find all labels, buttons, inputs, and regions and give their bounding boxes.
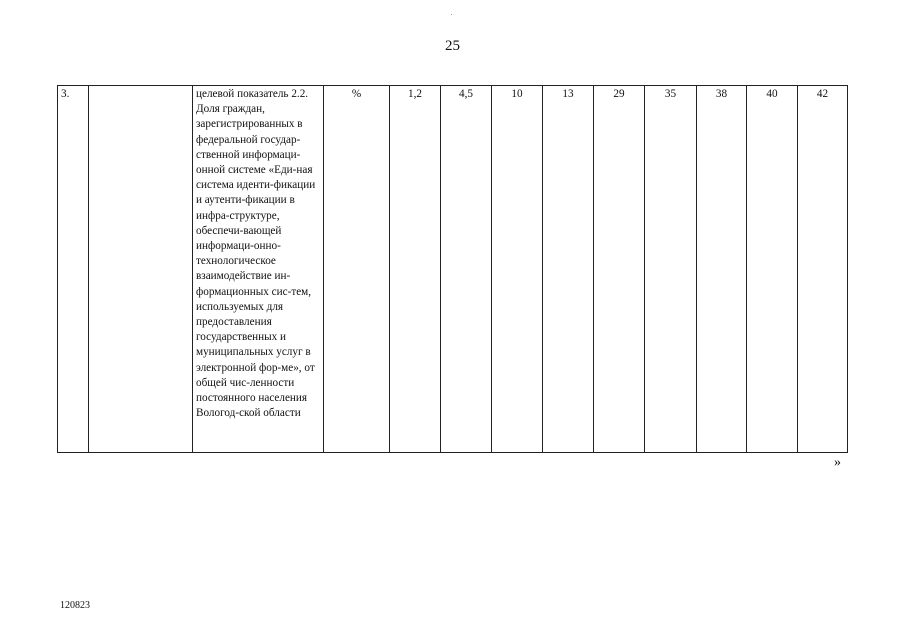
value-cell-7: 38: [697, 86, 747, 453]
unit-cell: %: [324, 86, 390, 453]
table-row: [58, 86, 848, 453]
value-cell-6: 35: [645, 86, 697, 453]
scan-speck: [451, 14, 452, 15]
page-number: 25: [445, 38, 460, 54]
indicator-description-cell: целевой показатель 2.2. Доля граждан, зарегистрированных в федеральной государ-ственной информаци-онной системе «Еди-ная система иденти-фикации и аутенти-фикации в инфра-структуре, обеспечи-вающей информаци-онно-технологическое взаимодействие ин-формационных сис-тем, используемых для предоставления государственных и муниципальных услуг в электронной фор-ме», от общей чис-ленности постоянного населения Вологод-ской области: [193, 86, 324, 453]
value-cell-4: 13: [543, 86, 594, 453]
value-cell-3: 10: [492, 86, 543, 453]
indicator-table: [57, 85, 848, 453]
value-cell-2: 4,5: [441, 86, 492, 453]
value-cell-8: 40: [747, 86, 798, 453]
value-cell-9: 42: [798, 86, 848, 453]
closing-quote: »: [834, 455, 841, 470]
row-number-cell: 3.: [58, 86, 89, 453]
empty-cell: [89, 86, 193, 453]
value-cell-5: 29: [594, 86, 645, 453]
footer-document-code: 120823: [60, 600, 90, 611]
value-cell-1: 1,2: [390, 86, 441, 453]
